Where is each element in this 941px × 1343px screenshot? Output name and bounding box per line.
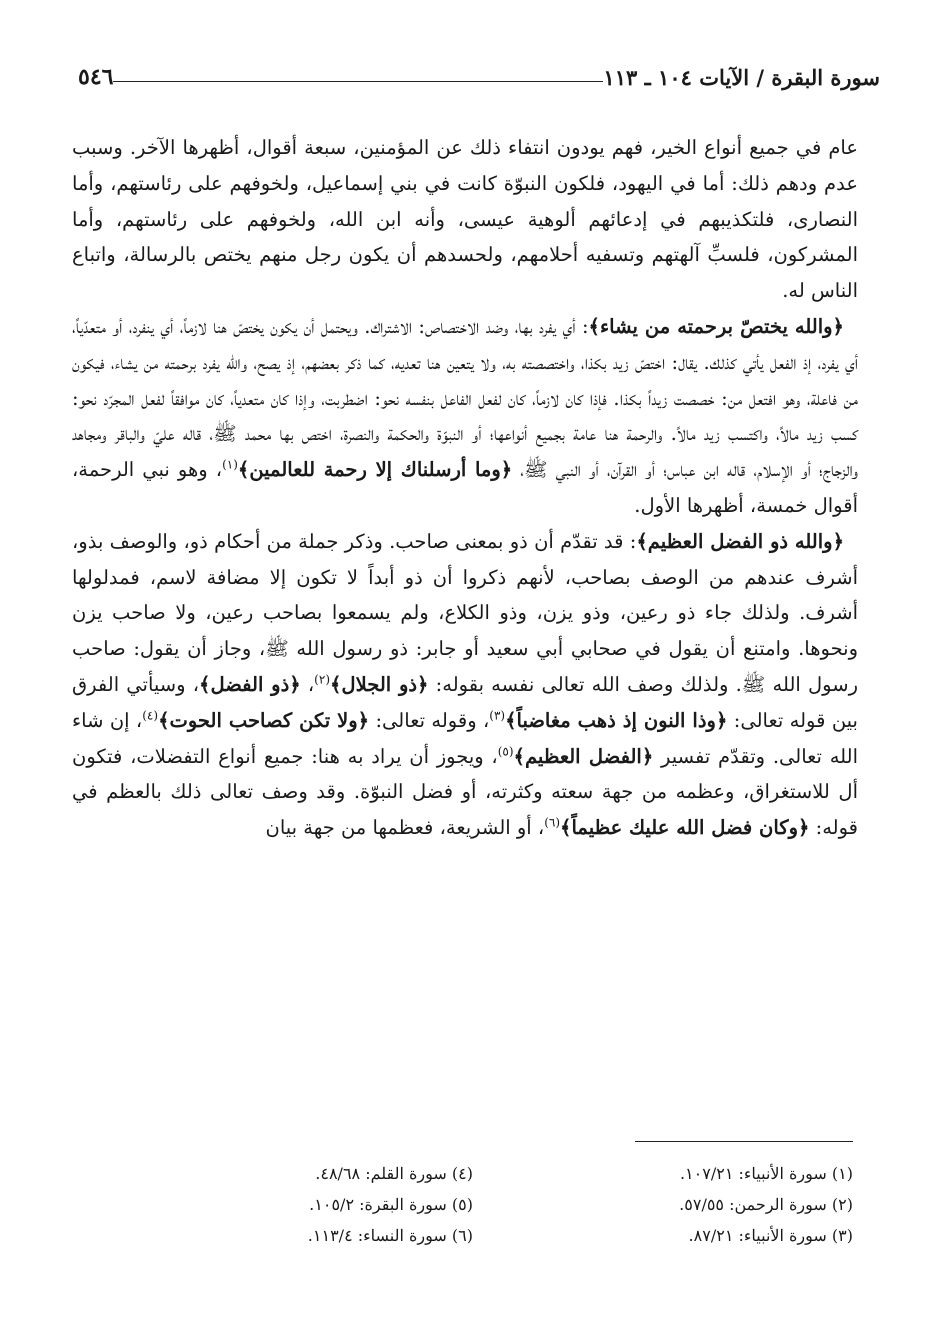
footnote-ref: (٢) xyxy=(314,672,330,687)
footnote-3: (٣) سورة الأنبياء: ٨٧/٢١. xyxy=(688,1226,853,1245)
text-run: ، أو الشريعة، فعظمها من جهة بيان xyxy=(265,816,545,840)
quran-verse: ﴿وذا النون إذ ذهب مغاضباً﴾ xyxy=(505,708,728,732)
footnote-separator xyxy=(635,1141,853,1142)
footnote-6: (٦) سورة النساء: ١١٣/٤. xyxy=(307,1226,473,1245)
quran-verse: ﴿ذو الفضل﴾ xyxy=(199,672,301,696)
text-run: ، xyxy=(300,672,315,696)
page-header xyxy=(70,58,890,90)
text-run: ، وسيأتي الفرق بين قوله تعالى: xyxy=(72,672,858,732)
paragraph xyxy=(72,524,858,846)
quran-verse: ﴿الفضل العظيم﴾ xyxy=(513,744,654,768)
text-run: : قد تقدّم أن ذو بمعنى صاحب. وذكر جملة من أحكام ذو، والوصف بذو، أشرف عندهم من الوصف بصاحب، لأنهم ذكروا أن ذو أبداً لا تكون إلا مضافة لاسم، فمدلولها أشرف. ولذلك جاء ذو رعين، وذو يزن، وذو الكلاع، ولم يسمعوا بصاحب رعين، ولا صاحب يزن ونحوها. وامتنع أن يقول في صحابي أبي سعيد أو جابر: ذو رسول الله ﷺ، وجاز أن يقول: صاحب رسول الله ﷺ. ولذلك وصف الله تعالى نفسه بقوله: xyxy=(72,529,858,696)
paragraph xyxy=(72,130,858,309)
footnote-4: (٤) سورة القلم: ٤٨/٦٨. xyxy=(315,1164,473,1183)
footnote-ref: (٤) xyxy=(142,708,159,723)
quran-verse: ﴿والله يختصّ برحمته من يشاء﴾ xyxy=(588,314,844,338)
running-title: سورة البقرة / الآيات ١٠٤ ـ ١١٣ xyxy=(603,65,880,90)
quran-verse: ﴿وكان فضل الله عليك عظيماً﴾ xyxy=(560,816,810,840)
footnote-1: (١) سورة الأنبياء: ١٠٧/٢١. xyxy=(679,1164,853,1183)
header-rule xyxy=(113,81,603,82)
footnote-5: (٥) سورة البقرة: ١٠٥/٢. xyxy=(309,1195,473,1214)
quran-verse: ﴿ولا تكن كصاحب الحوت﴾ xyxy=(158,708,370,732)
text-run: ، وهو نبي الرحمة، أقوال خمسة، أظهرها الأول. xyxy=(72,458,858,517)
footnote-2: (٢) سورة الرحمن: ٥٧/٥٥. xyxy=(679,1195,853,1214)
footnote-ref: (١) xyxy=(222,457,238,472)
footnote-ref: (٦) xyxy=(544,815,561,830)
paragraph xyxy=(72,309,858,524)
page-number: ٥٤٦ xyxy=(78,64,114,90)
body-text xyxy=(72,130,858,846)
quran-verse: ﴿والله ذو الفضل العظيم﴾ xyxy=(636,529,845,553)
text-run: ، إن شاء الله تعالى. وتقدّم تفسير xyxy=(72,708,858,768)
footnotes xyxy=(153,1160,853,1249)
footnote-ref: (٥) xyxy=(497,744,514,759)
text-run: : أي يفرد بها، وضد الاختصاص: الاشتراك. ويحتمل أن يكون يختصّ هنا لازماً، أي ينفرد، أو متعدّياً، أي يفرد، إذ الفعل يأتي كذلك. يقال: اختصّ زيد بكذا، واختصصته به، ولا يتعين هنا تعديه، كما ذكر بعضهم، إذ يصح، والله يفرد برحمته من يشاء، فيكون من فاعلة، وهو افتعل من: خصصت زيداً بكذا. فإذا كان لازماً، كان لفعل الفاعل بنفسه نحو: اضطربت، وإذا كان متعدياً، كان موافقاً لفعل المجرّد نحو: كسب زيد مالاً، واكتسب زيد مالاً. والرحمة هنا عامة بجميع أنواعها؛ أو النبوّة والحكمة والنصرة، اختص بها محمد ﷺ، قاله عليّ والباقر ومجاهد والزجاج؛ أو الإسلام، قاله ابن عباس؛ أو القرآن، أو النبي ﷺ، xyxy=(72,314,859,482)
text-run: ، وقوله تعالى: xyxy=(369,708,490,732)
quran-verse: ﴿وما أرسلناك إلا رحمة للعالمين﴾ xyxy=(237,458,513,482)
quran-verse: ﴿ذو الجلال﴾ xyxy=(330,672,429,696)
text-run: ، ويجوز أن يراد به هنا: جميع أنواع التفضلات، فتكون أل للاستغراق، وعظمه من جهة سعته وكثرته، أو فضل النبوّة. وقد وصف تعالى ذلك بالعظم في قوله: xyxy=(72,744,858,840)
text-run: عام في جميع أنواع الخير، فهم يودون انتفاء ذلك عن المؤمنين، سبعة أقوال، أظهرها الآخر. وسبب عدم ودهم ذلك: أما في اليهود، فلكون النبوّة كانت في بني إسماعيل، ولخوفهم على رئاستهم، وأما النصارى، فلتكذيبهم في إدعائهم ألوهية عيسى، وأنه ابن الله، ولخوفهم على رئاستهم، وأما المشركون، فلسبِّ آلهتهم وتسفيه أحلامهم، ولحسدهم أن يكون رجل منهم يختص بالرسالة، واتباع الناس له. xyxy=(72,136,858,303)
footnote-ref: (٣) xyxy=(489,708,506,723)
